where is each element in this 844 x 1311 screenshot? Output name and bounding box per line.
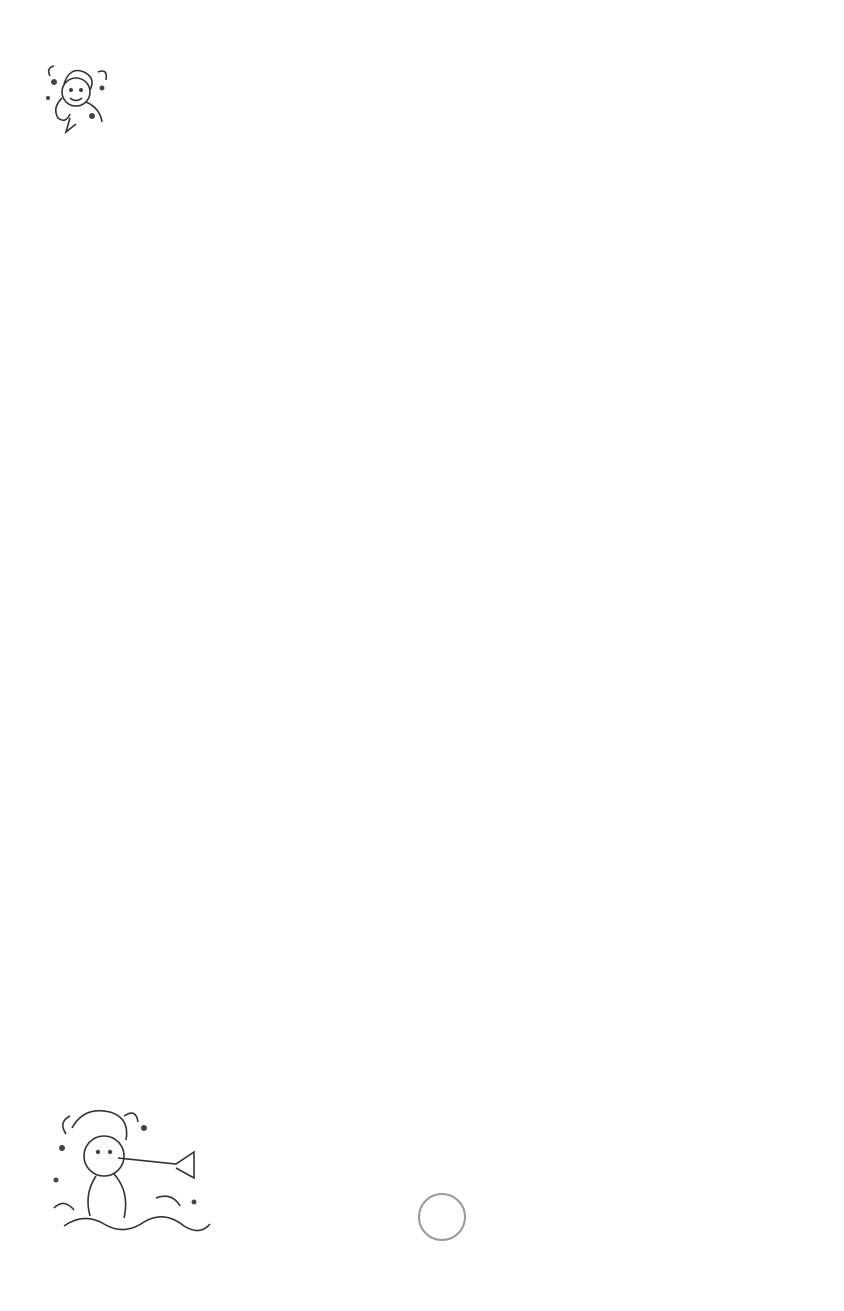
jester-trumpet-icon: [44, 1098, 214, 1240]
page-number: [418, 1193, 466, 1241]
jester-doodle-icon: [40, 58, 116, 138]
